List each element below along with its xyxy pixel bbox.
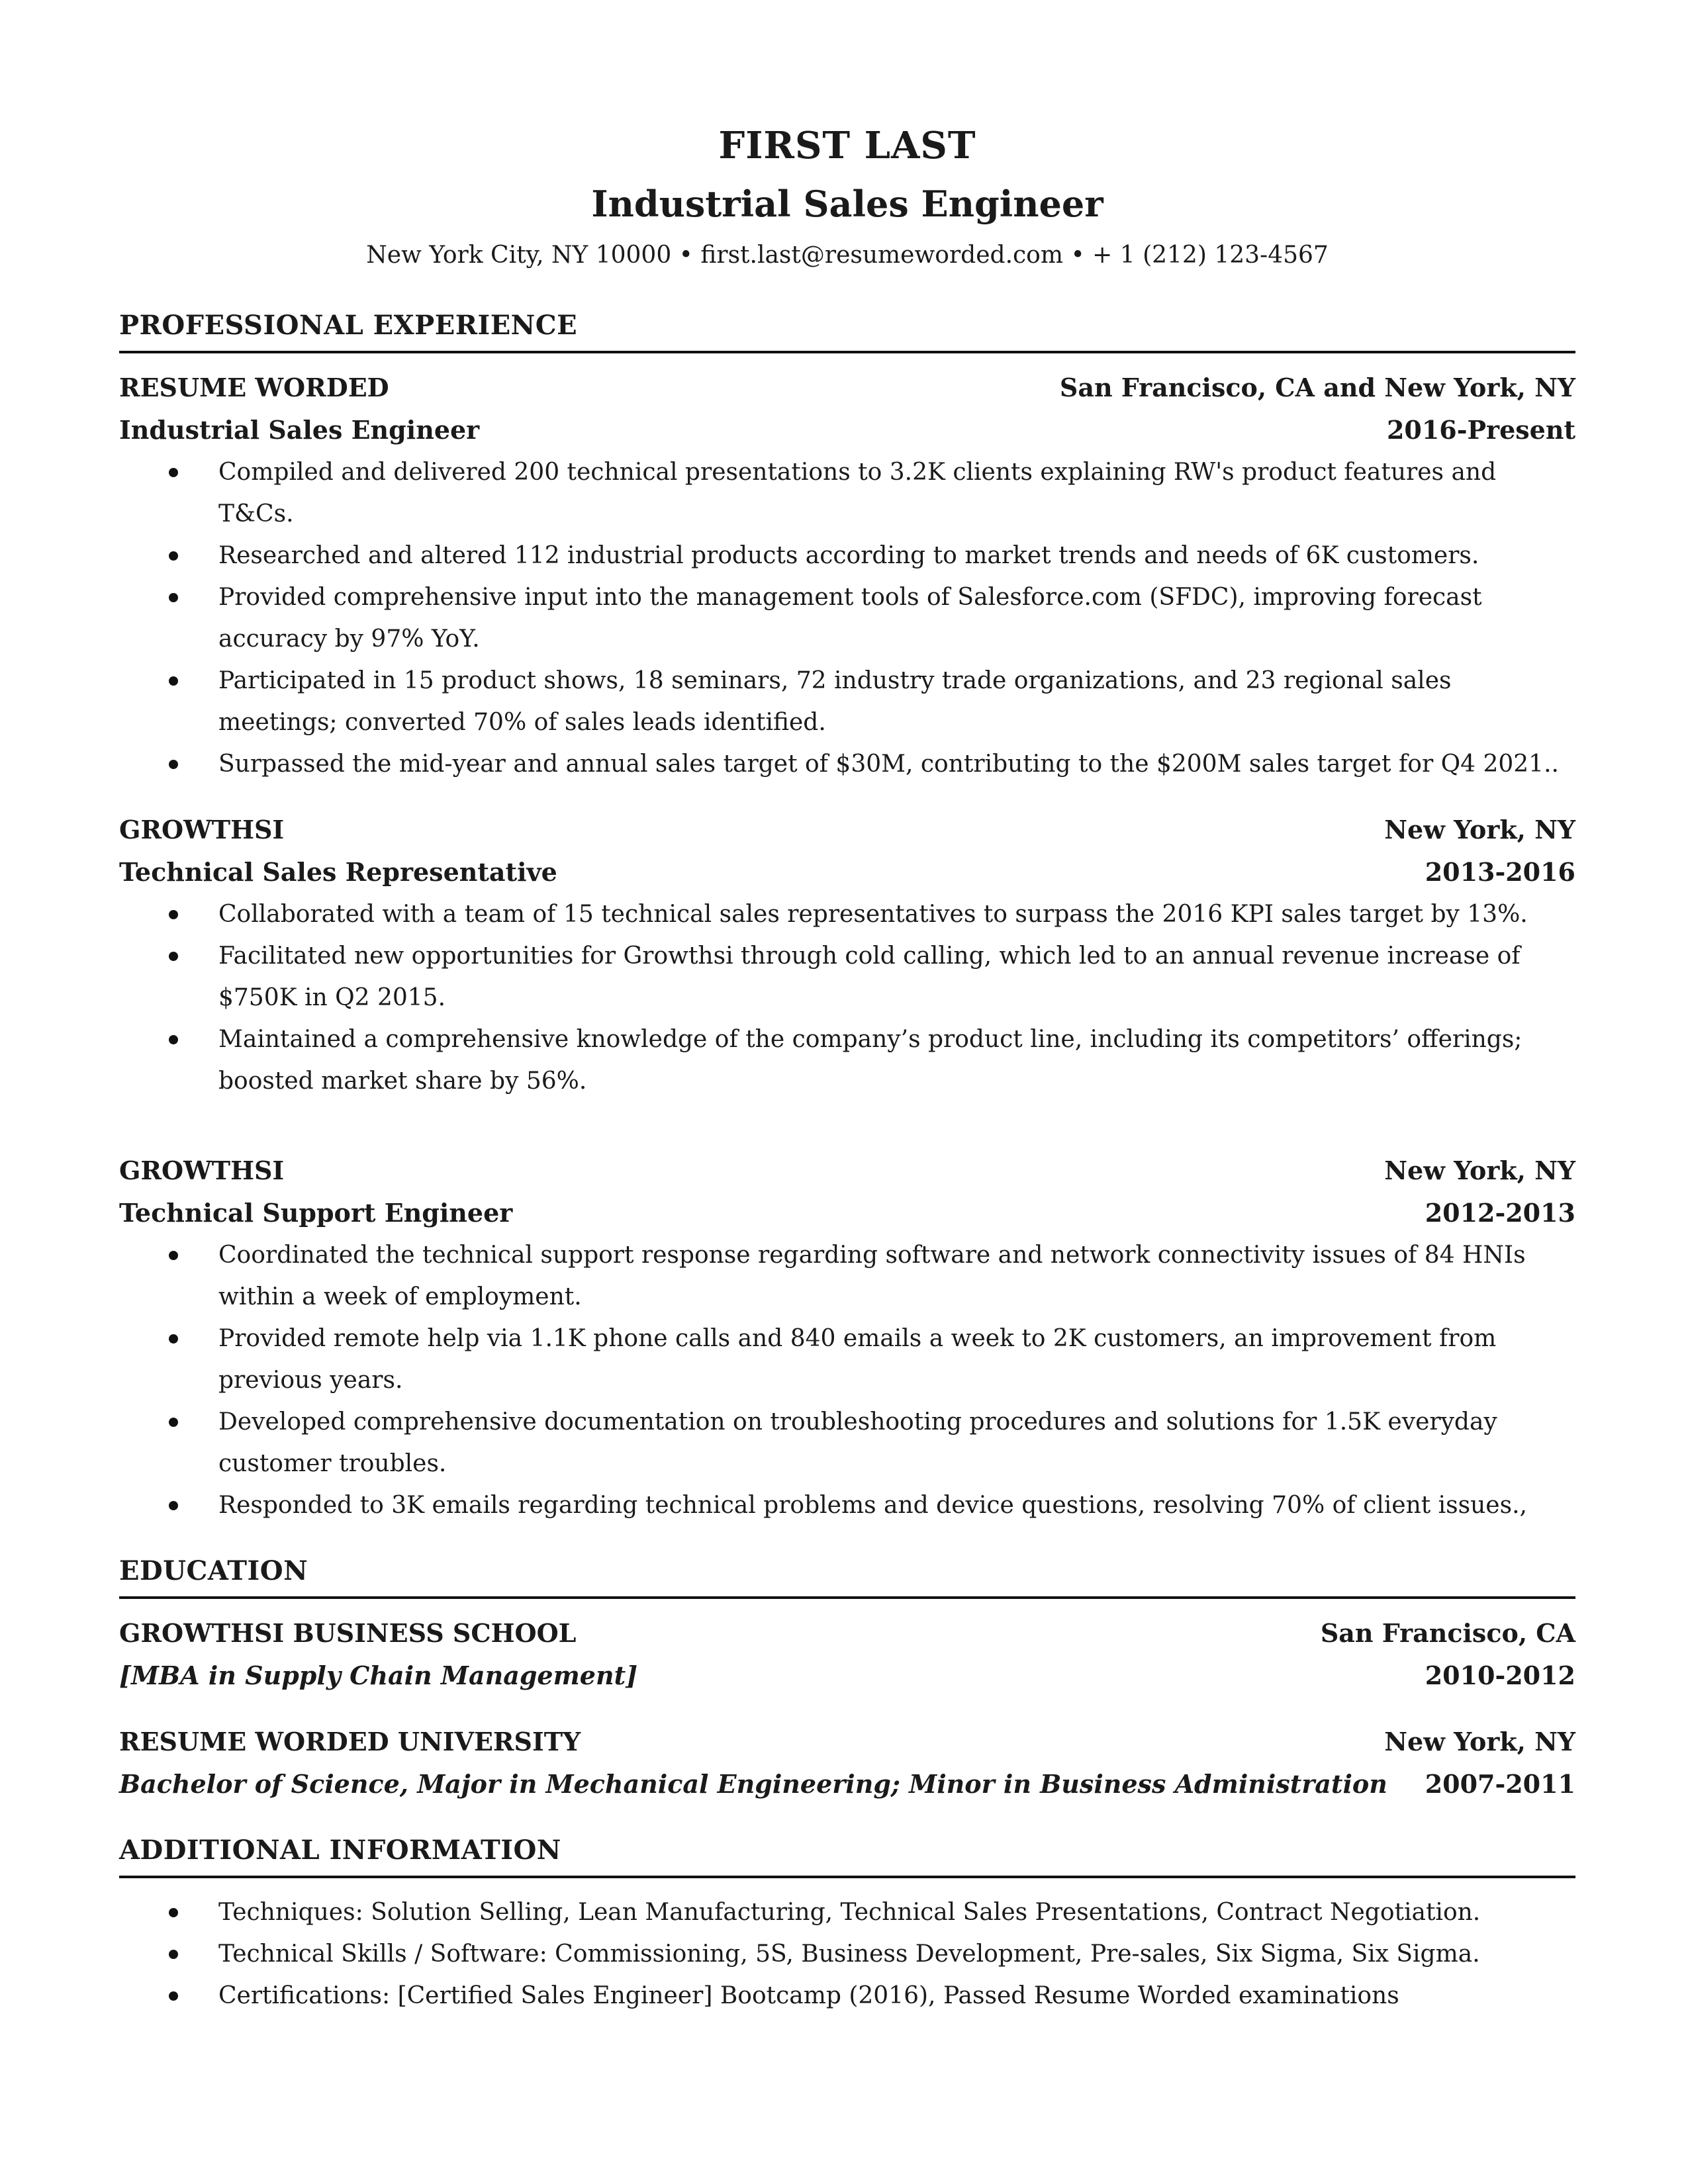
education-dates: 2007-2011 [1425, 1769, 1575, 1799]
job-dates: 2012-2013 [1425, 1198, 1575, 1228]
job-location: San Francisco, CA and New York, NY [1059, 373, 1575, 402]
company-name: RESUME WORDED [119, 373, 389, 402]
bullet-dot-icon [169, 1035, 178, 1044]
bullet-item [119, 1401, 1575, 1484]
job-role: Technical Sales Representative [119, 857, 557, 887]
candidate-name: FIRST LAST [718, 124, 976, 167]
bullet-dot-icon [169, 952, 178, 961]
bullet-text: Researched and altered 112 industrial products according to market trends and needs of 6K customers. [218, 542, 1479, 569]
job-entry [119, 1150, 1575, 1526]
bullet-item [119, 1933, 1575, 1975]
bullet-item [119, 1019, 1575, 1102]
bullet-text: Developed comprehensive documentation on troubleshooting procedures and solutions for 1.5K everyday customer troubles. [218, 1408, 1497, 1477]
degree-name: Bachelor of Science, Major in Mechanical Engineering; Minor in Business Administration [119, 1769, 1387, 1799]
bullet-text: Maintained a comprehensive knowledge of the company’s product line, including its competitors’ offerings; boosted market share by 56%. [218, 1026, 1523, 1095]
bullet-text: Provided comprehensive input into the management tools of Salesforce.com (SFDC), improving forecast accuracy by 97% YoY. [218, 584, 1482, 653]
bullet-item [119, 1234, 1575, 1318]
bullet-item [119, 935, 1575, 1019]
job-bullets [119, 1234, 1575, 1526]
bullet-dot-icon [169, 468, 178, 477]
additional-bullets [119, 1891, 1575, 2017]
bullet-item [119, 1975, 1575, 2017]
section-heading-additional: ADDITIONAL INFORMATION [119, 1832, 1575, 1878]
resume-page [119, 119, 1575, 2017]
bullet-item [119, 660, 1575, 743]
bullet-text: Compiled and delivered 200 technical presentations to 3.2K clients explaining RW's product features and T&Cs. [218, 459, 1497, 527]
job-role: Technical Support Engineer [119, 1198, 513, 1228]
bullet-item [119, 1484, 1575, 1526]
school-location: New York, NY [1384, 1727, 1575, 1756]
bullet-item [119, 893, 1575, 935]
job-bullets [119, 893, 1575, 1102]
school-header-row [119, 1612, 1575, 1655]
bullet-text: Techniques: Solution Selling, Lean Manufacturing, Technical Sales Presentations, Contract Negotiation. [218, 1899, 1481, 1926]
bullet-dot-icon [169, 676, 178, 686]
school-location: San Francisco, CA [1320, 1618, 1575, 1648]
job-entry [119, 367, 1575, 785]
degree-row [119, 1763, 1575, 1805]
bullet-text: Coordinated the technical support response regarding software and network connectivity issues of 84 HNIs within a week of employment. [218, 1242, 1526, 1310]
bullet-text: Collaborated with a team of 15 technical sales representatives to surpass the 2016 KPI sales target by 13%. [218, 901, 1528, 928]
job-entry [119, 809, 1575, 1102]
job-role-row [119, 409, 1575, 451]
school-name: GROWTHSI BUSINESS SCHOOL [119, 1618, 577, 1648]
job-role: Industrial Sales Engineer [119, 415, 480, 445]
bullet-dot-icon [169, 1501, 178, 1510]
bullet-text: Facilitated new opportunities for Growthsi through cold calling, which led to an annual revenue increase of $750K in Q2 2015. [218, 942, 1521, 1011]
bullet-text: Participated in 15 product shows, 18 seminars, 72 industry trade organizations, and 23 regional sales meetings; converted 70% of sales leads identified. [218, 667, 1452, 736]
bullet-item [119, 451, 1575, 535]
candidate-title: Industrial Sales Engineer [591, 183, 1103, 225]
bullet-item [119, 1318, 1575, 1401]
job-header-row [119, 367, 1575, 409]
job-location: New York, NY [1384, 1156, 1575, 1185]
bullet-text: Responded to 3K emails regarding technical problems and device questions, resolving 70% of client issues., [218, 1492, 1527, 1519]
bullet-item [119, 535, 1575, 576]
bullet-item [119, 743, 1575, 785]
education-section [119, 1553, 1575, 1805]
bullet-text: Certifications: [Certified Sales Engineer] Bootcamp (2016), Passed Resume Worded examinations [218, 1982, 1399, 2009]
job-location: New York, NY [1384, 815, 1575, 844]
school-header-row [119, 1721, 1575, 1763]
job-header-row [119, 1150, 1575, 1192]
degree-name: [MBA in Supply Chain Management] [119, 1661, 638, 1690]
additional-section [119, 1832, 1575, 2017]
company-name: GROWTHSI [119, 1156, 285, 1185]
section-heading-education: EDUCATION [119, 1553, 1575, 1599]
experience-section [119, 307, 1575, 1526]
education-entry [119, 1721, 1575, 1805]
bullet-dot-icon [169, 1950, 178, 1959]
bullet-dot-icon [169, 1418, 178, 1427]
bullet-item [119, 1891, 1575, 1933]
company-name: GROWTHSI [119, 815, 285, 844]
job-bullets [119, 451, 1575, 785]
bullet-text: Provided remote help via 1.1K phone calls and 840 emails a week to 2K customers, an improvement from previous years. [218, 1325, 1497, 1394]
section-heading-experience: PROFESSIONAL EXPERIENCE [119, 307, 1575, 353]
bullet-dot-icon [169, 1991, 178, 2001]
bullet-dot-icon [169, 760, 178, 769]
education-entry [119, 1612, 1575, 1697]
bullet-text: Technical Skills / Software: Commissioning, 5S, Business Development, Pre-sales, Six Sigma, Six Sigma. [218, 1940, 1480, 1968]
school-name: RESUME WORDED UNIVERSITY [119, 1727, 581, 1756]
bullet-dot-icon [169, 1908, 178, 1917]
bullet-dot-icon [169, 1334, 178, 1343]
job-role-row [119, 1192, 1575, 1234]
job-dates: 2013-2016 [1425, 857, 1575, 887]
contact-line: New York City, NY 10000 • first.last@resumeworded.com • + 1 (212) 123-4567 [366, 242, 1329, 269]
job-header-row [119, 809, 1575, 851]
education-dates: 2010-2012 [1425, 1661, 1575, 1690]
bullet-dot-icon [169, 910, 178, 919]
job-dates: 2016-Present [1386, 415, 1575, 445]
job-role-row [119, 851, 1575, 893]
degree-row [119, 1655, 1575, 1697]
bullet-dot-icon [169, 593, 178, 602]
bullet-item [119, 576, 1575, 660]
resume-header [119, 119, 1575, 275]
bullet-text: Surpassed the mid-year and annual sales target of $30M, contributing to the $200M sales target for Q4 2021.. [218, 751, 1559, 778]
bullet-dot-icon [169, 551, 178, 561]
bullet-dot-icon [169, 1251, 178, 1260]
